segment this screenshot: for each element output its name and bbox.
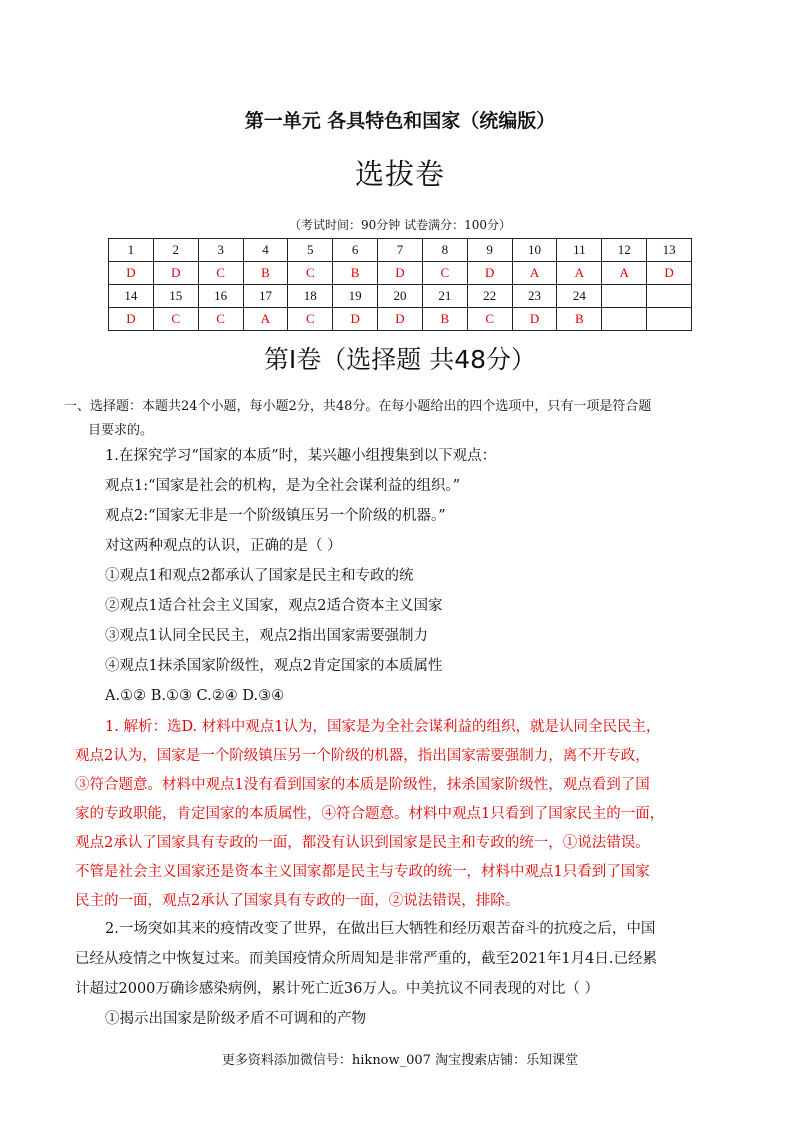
exam-info: （考试时间：90分钟 试卷满分：100分） — [289, 218, 511, 232]
answer-key-row-answers-1 — [109, 262, 692, 285]
analysis-line: 1. 解析：选D. 材料中观点1认为，国家是为全社会谋利益的组织，就是认同全民民主， — [105, 719, 661, 735]
question-number-cell: 11 — [557, 239, 602, 262]
answer-key-row-numbers-1 — [109, 239, 692, 262]
question-number-cell: 7 — [378, 239, 423, 262]
question-number-cell: 14 — [109, 285, 154, 308]
answer-cell: C — [288, 262, 333, 285]
question-line: 已经从疫情之中恢复过来。而美国疫情众所周知是非常严重的，截至2021年1月4日.已经累 — [75, 951, 657, 967]
answer-key-row-answers-2 — [109, 308, 692, 331]
statement-option: ①观点1和观点2都承认了国家是民主和专政的统 — [105, 568, 414, 584]
answer-key-row-numbers-2 — [109, 285, 692, 308]
question-number-cell: 9 — [467, 239, 512, 262]
question-line: 计超过2000万确诊感染病例，累计死亡近36万人。中美抗议不同表现的对比（ ） — [75, 981, 599, 997]
answer-cell: A — [602, 262, 647, 285]
question-2 — [75, 914, 725, 1034]
answer-cell: D — [153, 262, 198, 285]
question-number-cell: 23 — [512, 285, 557, 308]
answer-cell: C — [467, 308, 512, 331]
section-title: 第Ⅰ卷（选择题 共48分） — [263, 345, 537, 374]
empty-cell — [602, 285, 647, 308]
answer-cell: D — [647, 262, 692, 285]
instructions-line: 目要求的。 — [88, 423, 154, 438]
answer-cell: B — [557, 308, 602, 331]
question-number-cell: 5 — [288, 239, 333, 262]
question-number-cell: 4 — [243, 239, 288, 262]
question-number-cell: 22 — [467, 285, 512, 308]
answer-cell: D — [378, 308, 423, 331]
viewpoint-2: 观点2:“国家无非是一个阶级镇压另一个阶级的机器。” — [105, 508, 446, 524]
paper-title: 选拔卷 — [354, 157, 445, 191]
answer-cell: B — [422, 308, 467, 331]
instructions-line: 一、选择题：本题共24个小题，每小题2分，共48分。在每小题给出的四个选项中，只有一项是符合题 — [64, 399, 652, 414]
question-1-analysis — [75, 713, 725, 916]
analysis-line: 民主的一面，观点2承认了国家具有专政的一面，②说法错误，排除。 — [75, 893, 520, 909]
answer-cell: A — [512, 262, 557, 285]
section-instructions — [64, 395, 724, 443]
question-stem: 1.在探究学习“国家的本质”时，某兴趣小组搜集到以下观点： — [105, 448, 497, 464]
question-number-cell: 10 — [512, 239, 557, 262]
answer-cell: D — [512, 308, 557, 331]
empty-cell — [647, 308, 692, 331]
viewpoint-1: 观点1:“国家是社会的机构，是为全社会谋利益的组织。” — [105, 478, 461, 494]
question-number-cell: 13 — [647, 239, 692, 262]
statement-option: ①揭示出国家是阶级矛盾不可调和的产物 — [105, 1011, 366, 1027]
answer-cell: A — [557, 262, 602, 285]
question-1 — [105, 441, 705, 711]
question-number-cell: 2 — [153, 239, 198, 262]
analysis-line: ③符合题意。材料中观点1没有看到国家的本质是阶级性，抹杀国家阶级性，观点看到了国 — [75, 777, 650, 793]
question-number-cell: 21 — [422, 285, 467, 308]
question-number-cell: 12 — [602, 239, 647, 262]
question-number-cell: 15 — [153, 285, 198, 308]
answer-cell: D — [467, 262, 512, 285]
answer-cell: C — [198, 262, 243, 285]
question-number-cell: 24 — [557, 285, 602, 308]
question-number-cell: 1 — [109, 239, 154, 262]
question-number-cell: 6 — [333, 239, 378, 262]
empty-cell — [602, 308, 647, 331]
question-prompt: 对这两种观点的认识，正确的是（ ） — [105, 538, 342, 554]
statement-option: ②观点1适合社会主义国家，观点2适合资本主义国家 — [105, 598, 443, 614]
answer-cell: C — [288, 308, 333, 331]
answer-cell: D — [109, 262, 154, 285]
footer-text: 更多资料添加微信号：hiknow_007 淘宝搜索店铺：乐知课堂 — [221, 1053, 579, 1068]
answer-cell: C — [422, 262, 467, 285]
question-number-cell: 20 — [378, 285, 423, 308]
question-number-cell: 16 — [198, 285, 243, 308]
statement-option: ④观点1抹杀国家阶级性，观点2肯定国家的本质属性 — [105, 658, 443, 674]
answer-cell: C — [153, 308, 198, 331]
unit-title: 第一单元 各具特色和国家（统编版） — [244, 110, 556, 132]
answer-cell: D — [109, 308, 154, 331]
answer-key-table — [108, 238, 692, 331]
analysis-line: 不管是社会主义国家还是资本主义国家都是民主与专政的统一，材料中观点1只看到了国家 — [75, 864, 650, 880]
statement-option: ③观点1认同全民民主，观点2指出国家需要强制力 — [105, 628, 428, 644]
analysis-line: 家的专政职能，肯定国家的本质属性，④符合题意。材料中观点1只看到了国家民主的一面， — [75, 806, 665, 822]
empty-cell — [647, 285, 692, 308]
analysis-line: 观点2承认了国家具有专政的一面，都没有认识到国家是民主和专政的统一，①说法错误。 — [75, 835, 650, 851]
question-number-cell: 19 — [333, 285, 378, 308]
answer-cell: B — [243, 262, 288, 285]
question-number-cell: 17 — [243, 285, 288, 308]
answer-cell: D — [378, 262, 423, 285]
answer-cell: A — [243, 308, 288, 331]
answer-cell: C — [198, 308, 243, 331]
question-line: 2.一场突如其来的疫情改变了世界，在做出巨大牺牲和经历艰苦奋斗的抗疫之后，中国 — [105, 921, 656, 937]
question-number-cell: 18 — [288, 285, 333, 308]
question-number-cell: 3 — [198, 239, 243, 262]
answer-cell: B — [333, 262, 378, 285]
question-number-cell: 8 — [422, 239, 467, 262]
answer-choices: A.①② B.①③ C.②④ D.③④ — [105, 688, 285, 704]
answer-cell: D — [333, 308, 378, 331]
analysis-line: 观点2认为，国家是一个阶级镇压另一个阶级的机器，指出国家需要强制力，离不开专政， — [75, 748, 650, 764]
